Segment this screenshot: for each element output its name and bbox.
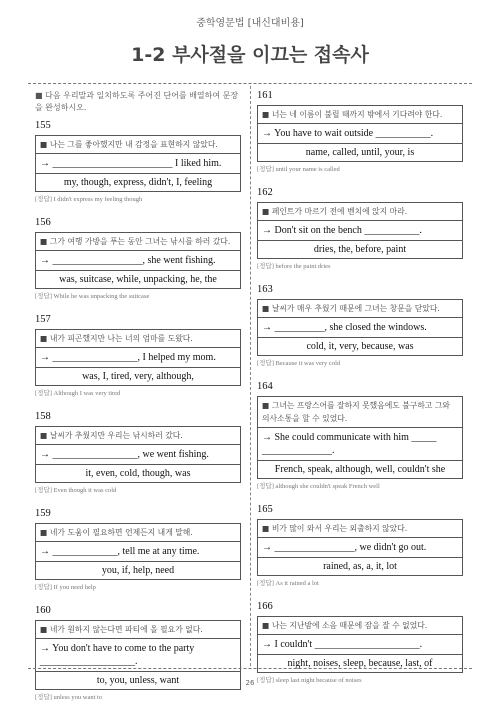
question-number: 166 — [257, 601, 273, 612]
korean-sentence: ■ 네가 원하지 않는다면 파티에 올 필요가 없다. — [36, 621, 240, 639]
word-bank: you, if, help, need — [35, 562, 241, 580]
english-blank-sentence[interactable]: → She could communicate with him _____ ______________. — [262, 432, 437, 456]
question-item — [35, 411, 241, 494]
question-item — [257, 381, 463, 490]
question-box — [257, 519, 463, 558]
question-item — [35, 120, 241, 203]
word-bank: dries, the, before, paint — [257, 241, 463, 259]
korean-sentence: ■ 그녀는 프랑스어를 잘하지 못했음에도 불구하고 그와 의사소통을 할 수 있었다. — [258, 397, 462, 428]
question-number: 157 — [35, 314, 51, 325]
question-number: 165 — [257, 504, 273, 515]
english-blank-sentence[interactable]: → You have to wait outside ___________. — [262, 128, 434, 139]
question-box — [35, 426, 241, 465]
answer-key: [정답] While he was unpacking the suitcase — [35, 293, 150, 300]
english-blank-sentence[interactable]: → ________________________ I liked him. — [40, 158, 222, 169]
question-box — [257, 616, 463, 655]
word-bank: my, though, express, didn't, I, feeling — [35, 174, 241, 192]
korean-sentence: ■ 네가 도움이 필요하면 언제든지 내게 말해. — [36, 524, 240, 542]
korean-sentence: ■ 날씨가 추웠지만 우리는 낚시하러 갔다. — [36, 427, 240, 445]
right-column — [257, 90, 463, 684]
english-blank-sentence[interactable]: → ________________, we didn't go out. — [262, 542, 427, 553]
question-box — [35, 135, 241, 174]
page-title: 1-2 부사절을 이끄는 접속사 — [131, 44, 369, 66]
word-bank: name, called, until, your, is — [257, 144, 463, 162]
korean-sentence: ■ 내가 피곤했지만 나는 너의 엄마를 도왔다. — [36, 330, 240, 348]
question-box — [35, 329, 241, 368]
korean-sentence: ■ 나는 그를 좋아했지만 내 감정을 표현하지 않았다. — [36, 136, 240, 154]
korean-sentence: ■ 너는 네 이름이 불릴 때까지 밖에서 기다려야 한다. — [258, 106, 462, 124]
page-number: 26 — [245, 679, 255, 687]
english-blank-sentence[interactable]: → Don't sit on the bench ___________. — [262, 225, 422, 236]
question-number: 156 — [35, 217, 51, 228]
question-box — [257, 105, 463, 144]
question-number: 162 — [257, 187, 273, 198]
english-blank-sentence[interactable]: → You don't have to come to the party ___________________. — [40, 643, 195, 667]
answer-key: [정답] If you need help — [35, 584, 96, 591]
question-box — [35, 523, 241, 562]
word-bank: was, I, tired, very, although, — [35, 368, 241, 386]
question-number: 161 — [257, 90, 273, 101]
instruction-text: ■ 다음 우리말과 일치하도록 주어진 단어를 배열하여 문장을 완성하시오. — [35, 91, 239, 112]
question-box — [257, 396, 463, 461]
word-bank: was, suitcase, while, unpacking, he, the — [35, 271, 241, 289]
english-blank-sentence[interactable]: → _________________, I helped my mom. — [40, 352, 216, 363]
question-number: 159 — [35, 508, 51, 519]
word-bank: rained, as, a, it, lot — [257, 558, 463, 576]
word-bank: cold, it, very, because, was — [257, 338, 463, 356]
question-number: 163 — [257, 284, 273, 295]
korean-sentence: ■ 페인트가 마르기 전에 벤치에 앉지 마라. — [258, 203, 462, 221]
top-divider — [28, 83, 472, 84]
question-number: 164 — [257, 381, 273, 392]
question-box — [35, 232, 241, 271]
korean-sentence: ■ 비가 많이 와서 우리는 외출하지 않았다. — [258, 520, 462, 538]
answer-key: [정답] I didn't express my feeling though — [35, 196, 143, 203]
left-question-list — [35, 120, 241, 701]
right-question-list — [257, 90, 463, 684]
answer-key: [정답] sleep last night because of noises — [257, 677, 362, 684]
book-subtitle: 중학영문법 [내신대비용] — [196, 18, 304, 29]
english-blank-sentence[interactable]: → __________, she closed the windows. — [262, 322, 427, 333]
left-column — [35, 90, 241, 701]
answer-key: [정답] although she couldn't speak French well — [257, 483, 380, 490]
english-blank-sentence[interactable]: → _________________, we went fishing. — [40, 449, 209, 460]
question-number: 158 — [35, 411, 51, 422]
korean-sentence: ■ 나는 지난밤에 소음 때문에 잠을 잘 수 없었다. — [258, 617, 462, 635]
answer-key: [정답] Because it was very cold — [257, 360, 341, 367]
question-box — [257, 202, 463, 241]
question-number: 155 — [35, 120, 51, 131]
question-item — [257, 601, 463, 684]
english-blank-sentence[interactable]: → _____________, tell me at any time. — [40, 546, 200, 557]
question-item — [35, 508, 241, 591]
answer-key: [정답] Even though it was cold — [35, 487, 117, 494]
question-box — [257, 299, 463, 338]
answer-key: [정답] Although I was very tired — [35, 390, 121, 397]
word-bank: French, speak, although, well, couldn't she — [257, 461, 463, 479]
question-item — [257, 187, 463, 270]
question-item — [257, 90, 463, 173]
english-blank-sentence[interactable]: → __________________, she went fishing. — [40, 255, 216, 266]
korean-sentence: ■ 그가 여행 가방을 푸는 동안 그녀는 낚시를 하러 갔다. — [36, 233, 240, 251]
bottom-divider — [28, 668, 472, 669]
word-bank: it, even, cold, though, was — [35, 465, 241, 483]
answer-key: [정답] before the paint dries — [257, 263, 331, 270]
question-item — [257, 504, 463, 587]
word-bank: to, you, unless, want — [35, 672, 241, 690]
column-divider — [250, 86, 251, 666]
korean-sentence: ■ 날씨가 매우 추웠기 때문에 그녀는 창문을 닫았다. — [258, 300, 462, 318]
word-bank: night, noises, sleep, because, last, of — [257, 655, 463, 673]
question-box — [35, 620, 241, 672]
question-item — [35, 314, 241, 397]
answer-key: [정답] As it rained a lot — [257, 580, 319, 587]
english-blank-sentence[interactable]: → I couldn't _____________________. — [262, 639, 423, 650]
question-item — [257, 284, 463, 367]
question-number: 160 — [35, 605, 51, 616]
answer-key: [정답] unless you want to — [35, 694, 103, 701]
question-item — [35, 217, 241, 300]
answer-key: [정답] until your name is called — [257, 166, 340, 173]
